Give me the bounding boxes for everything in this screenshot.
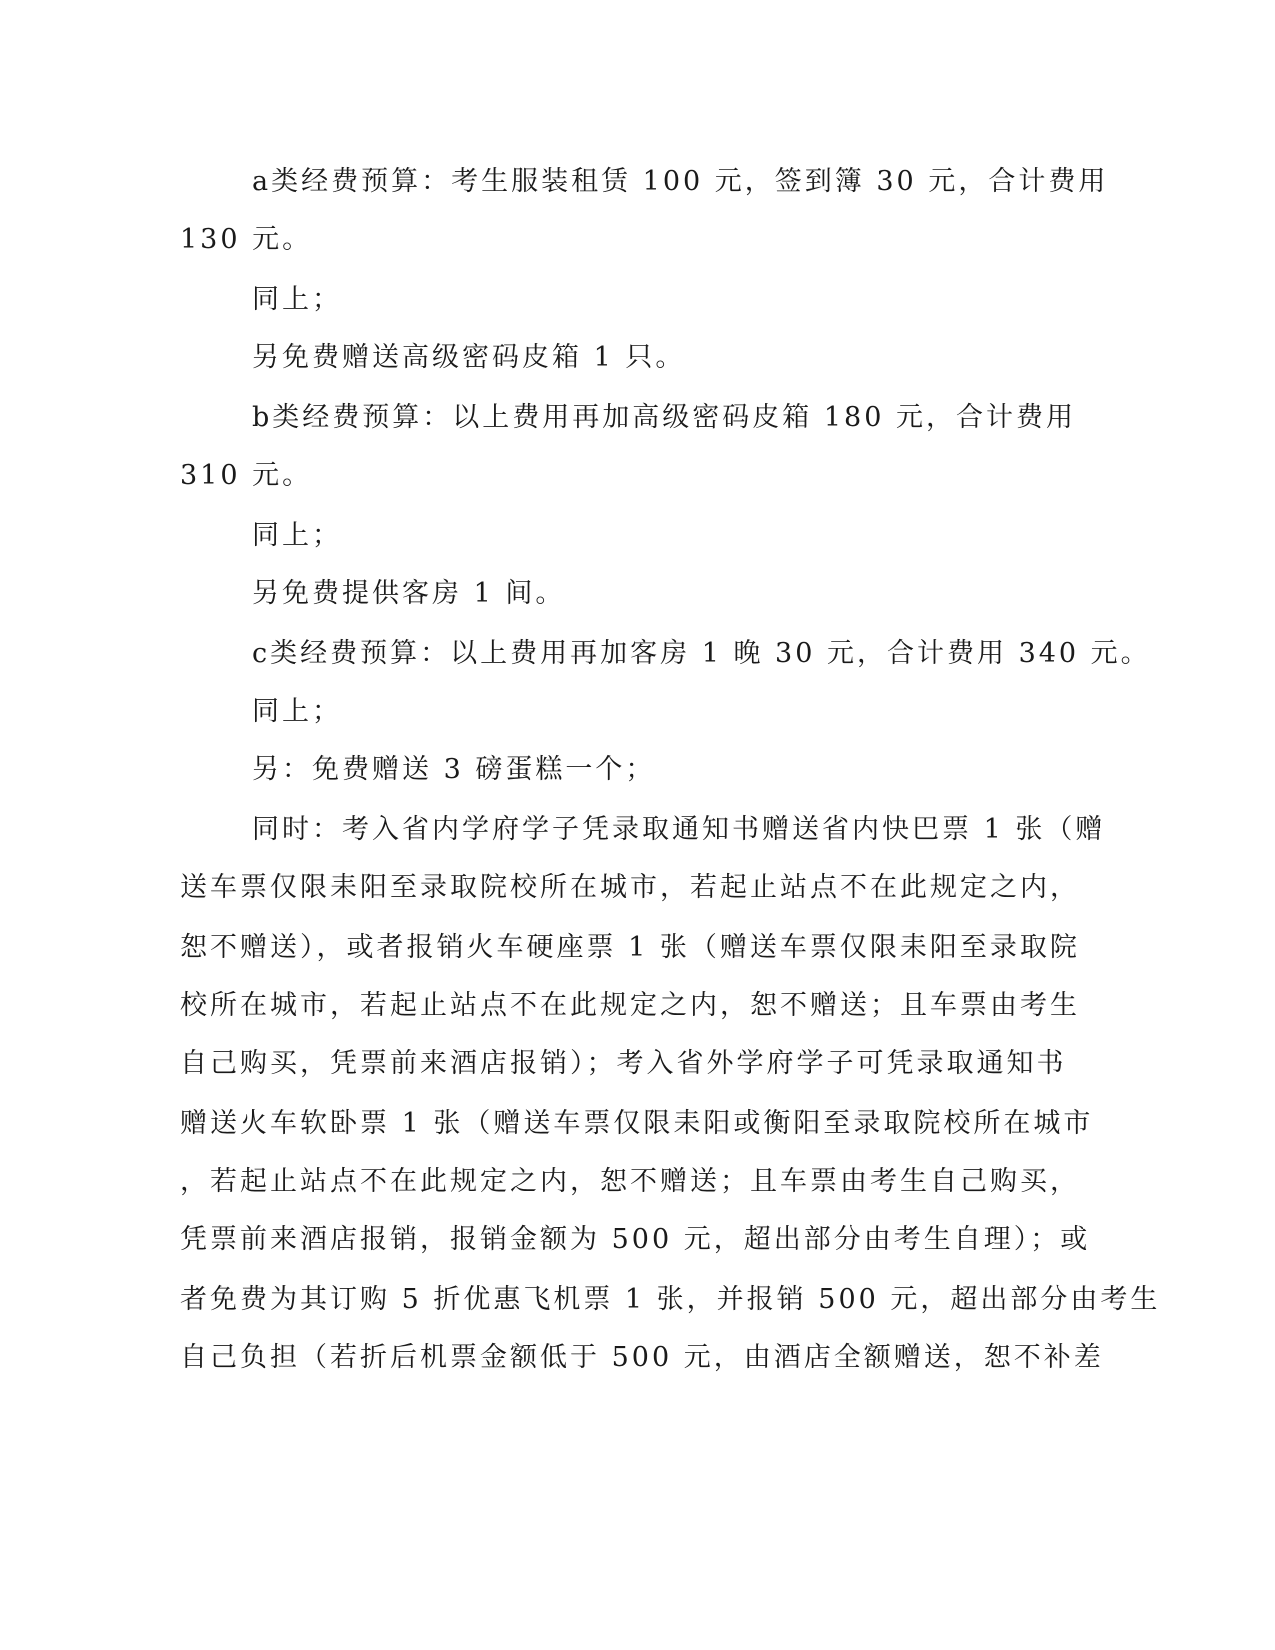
paragraph-line: 者免费为其订购 5 折优惠飞机票 1 张，并报销 500 元，超出部分由考生 [180, 1284, 1161, 1315]
paragraph-line: a类经费预算：考生服装租赁 100 元，签到簿 30 元，合计费用 [252, 166, 1109, 197]
paragraph-line: b类经费预算：以上费用再加高级密码皮箱 180 元，合计费用 [252, 402, 1076, 433]
paragraph-line: 另免费提供客房 1 间。 [252, 578, 566, 609]
paragraph-line: 自己负担（若折后机票金额低于 500 元，由酒店全额赠送，恕不补差 [180, 1342, 1104, 1373]
paragraph-line: 130 元。 [180, 224, 313, 255]
paragraph-line: 同时：考入省内学府学子凭录取通知书赠送省内快巴票 1 张（赠 [252, 814, 1106, 845]
paragraph-line: 自己购买，凭票前来酒店报销）；考入省外学府学子可凭录取通知书 [180, 1048, 1067, 1079]
paragraph-line: 同上； [252, 284, 342, 315]
paragraph-line: 赠送火车软卧票 1 张（赠送车票仅限耒阳或衡阳至录取院校所在城市 [180, 1108, 1094, 1139]
paragraph-line: 送车票仅限耒阳至录取院校所在城市，若起止站点不在此规定之内， [180, 872, 1080, 903]
paragraph-line: 同上； [252, 696, 342, 727]
paragraph-line: 另免费赠送高级密码皮箱 1 只。 [252, 342, 686, 373]
paragraph-line: 校所在城市，若起止站点不在此规定之内，恕不赠送；且车票由考生 [180, 990, 1080, 1021]
paragraph-line: 310 元。 [180, 460, 313, 491]
paragraph-line: c类经费预算：以上费用再加客房 1 晚 30 元，合计费用 340 元。 [252, 638, 1151, 669]
paragraph-line: 同上； [252, 520, 342, 551]
paragraph-line: 恕不赠送），或者报销火车硬座票 1 张（赠送车票仅限耒阳至录取院 [180, 932, 1080, 963]
paragraph-line: 凭票前来酒店报销，报销金额为 500 元，超出部分由考生自理）；或 [180, 1224, 1091, 1255]
paragraph-line: 另：免费赠送 3 磅蛋糕一个； [252, 754, 656, 785]
paragraph-line: ，若起止站点不在此规定之内，恕不赠送；且车票由考生自己购买， [180, 1166, 1080, 1197]
